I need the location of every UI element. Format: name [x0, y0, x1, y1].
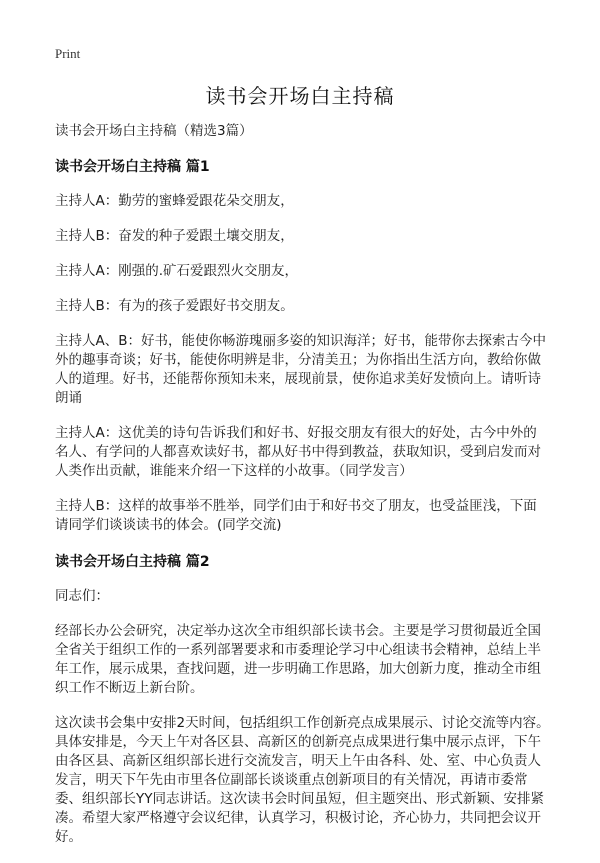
- section-2-heading: 读书会开场白主持稿 篇2: [55, 554, 210, 570]
- section-1-paragraph: 主持人B：奋发的种子爱跟土壤交朋友，: [55, 228, 294, 244]
- section-1-paragraph: 主持人A：这优美的诗句告诉我们和好书、好报交朋友有很大的好处，古今中外的名人、有学问的人都喜欢读好书，都从好书中得到教益，获取知识，受到启发而对人类作出贡献，谁能来介绍一下这样的小故事。（同学发言）: [55, 425, 541, 479]
- section-1-paragraph: 主持人A：勤劳的蜜蜂爱跟花朵交朋友，: [55, 193, 294, 209]
- section-1-paragraph: 主持人B：有为的孩子爱跟好书交朋友。: [55, 298, 294, 314]
- section-2-paragraph: 同志们：: [55, 588, 109, 604]
- section-1-paragraph: 主持人A：刚强的.矿石爱跟烈火交朋友，: [55, 263, 299, 279]
- section-1-paragraph: 主持人B：这样的故事举不胜举，同学们由于和好书交了朋友，也受益匪浅，下面请同学们谈谈读书的体会。(同学交流): [55, 498, 537, 533]
- section-1-paragraph: 主持人A、B：好书，能使你畅游瑰丽多姿的知识海洋；好书，能带你去探索古今中外的趣事奇谈；好书，能使你明辨是非，分清美丑；为你指出生活方向，教给你做人的道理。好书，还能帮你预知未来，展现前景，使你追求美好发愤向上。请听诗朗诵: [55, 333, 546, 406]
- document-body: [55, 122, 550, 863]
- document-title: 读书会开场白主持稿: [205, 84, 395, 108]
- print-link[interactable]: Print: [55, 46, 81, 61]
- section-1-heading: 读书会开场白主持稿 篇1: [55, 159, 210, 175]
- section-2-paragraph: 经部长办公会研究，决定举办这次全市组织部长读书会。主要是学习贯彻最近全国全省关于组织工作的一系列部署要求和市委理论学习中心组读书会精神，总结上半年工作，展示成果，查找问题，进一步明确工作思路，加大创新力度，推动全市组织工作不断迈上新台阶。: [55, 623, 541, 696]
- section-2-paragraph: 这次读书会集中安排2天时间，包括组织工作创新亮点成果展示、讨论交流等内容。具体安排是，今天上午对各区县、高新区的创新亮点成果进行集中展示点评，下午由各区县、高新区组织部长进行交流发言，明天上午由各科、处、室、中心负责人发言，明天下午先由市里各位副部长谈谈重点创新项目的有关情况，再请市委常委、组织部长YY同志讲话。这次读书会时间虽短，但主题突出、形式新颖、安排紧凑。希望大家严格遵守会议纪律，认真学习，积极讨论，齐心协力，共同把会议开好。: [55, 715, 550, 845]
- document-subtitle: 读书会开场白主持稿（精选3篇）: [55, 123, 253, 139]
